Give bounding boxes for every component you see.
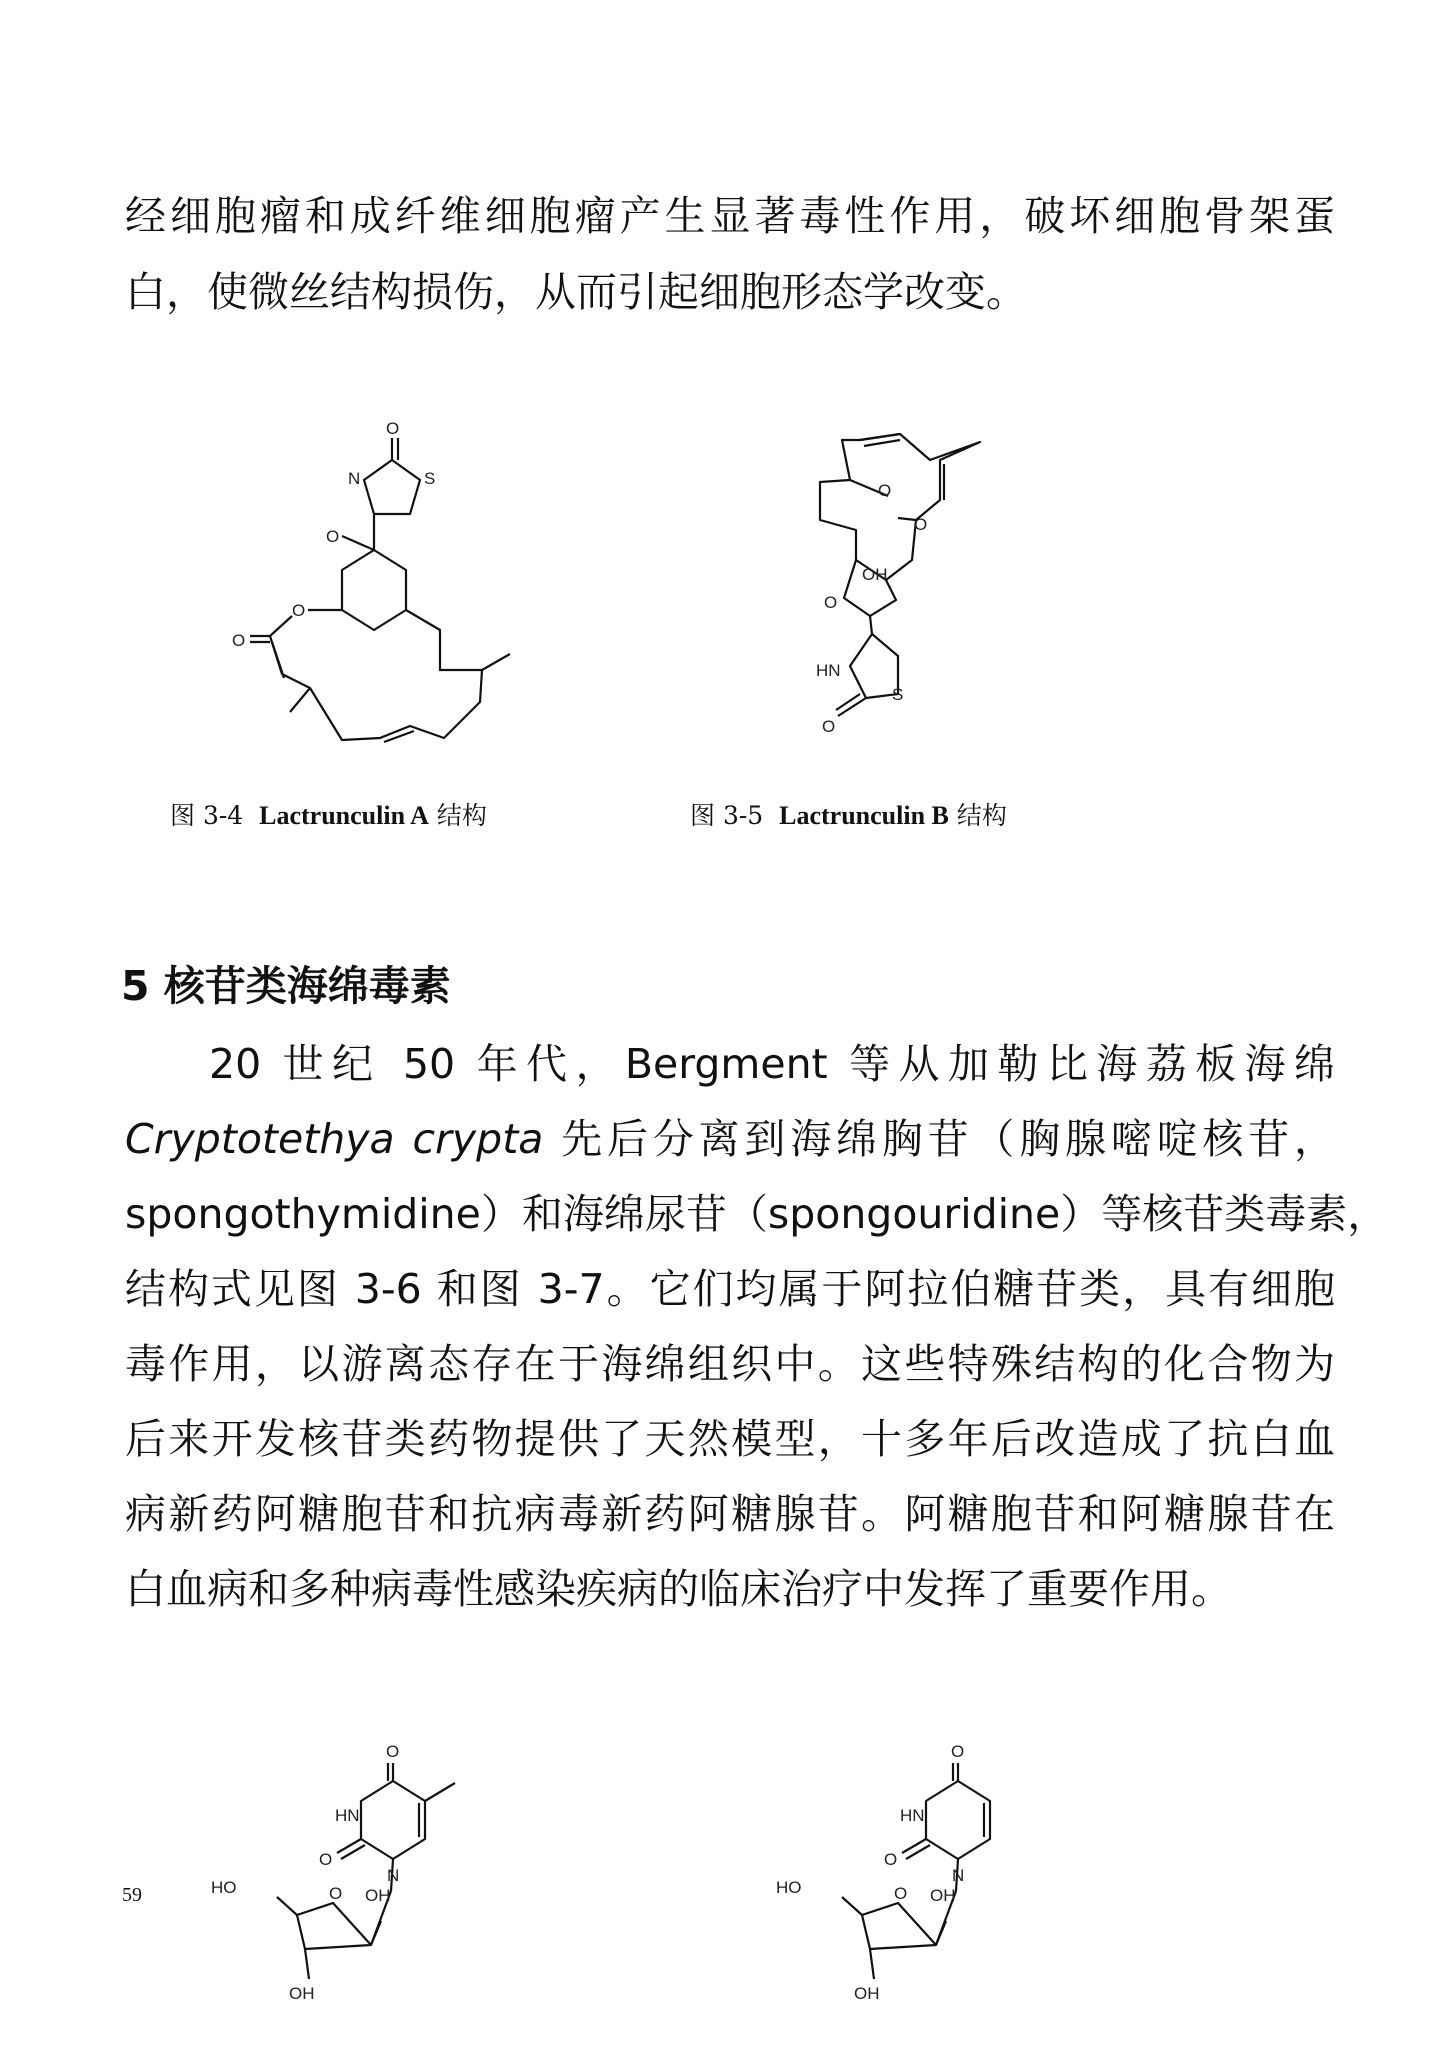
paragraph-line-1: 20 世纪 50 年代，Bergment 等从加勒比海荔板海绵 bbox=[209, 1040, 1335, 1088]
figure-lactrunculin-b-structure bbox=[780, 420, 1020, 750]
species-name: Cryptotethya crypta bbox=[125, 1115, 544, 1163]
atom-label: HO bbox=[776, 1878, 802, 1897]
paragraph-line-4: 结构式见图 3-6 和图 3-7。它们均属于阿拉伯糖苷类，具有细胞 bbox=[125, 1265, 1335, 1313]
atom-label: O bbox=[822, 717, 836, 736]
atom-label: O bbox=[914, 515, 928, 534]
paragraph-line-5: 毒作用，以游离态存在于海绵组织中。这些特殊结构的化合物为 bbox=[125, 1340, 1335, 1388]
atom-label: OH bbox=[930, 1886, 956, 1905]
atom-label: HN bbox=[335, 1806, 360, 1825]
atom-label: O bbox=[386, 420, 400, 438]
atom-label: OH bbox=[365, 1886, 391, 1905]
paragraph-line-3: spongothymidine）和海绵尿苷（spongouridine）等核苷类毒素， bbox=[125, 1190, 1389, 1238]
atom-label: O bbox=[319, 1850, 333, 1869]
atom-label: HN bbox=[816, 661, 841, 680]
atom-label: O bbox=[884, 1850, 898, 1869]
atom-label: O bbox=[326, 527, 340, 546]
atom-label: N bbox=[952, 1866, 965, 1885]
figure-caption-3-4: 图 3-4 Lactrunculin A 结构 bbox=[170, 801, 487, 830]
atom-label: O bbox=[386, 1742, 400, 1761]
atom-label: S bbox=[892, 685, 904, 704]
atom-label: O bbox=[878, 481, 892, 500]
figure-spongouridine-structure bbox=[770, 1735, 1050, 2035]
atom-label: HO bbox=[211, 1878, 237, 1897]
atom-label: O bbox=[329, 1884, 343, 1903]
atom-label: HN bbox=[900, 1806, 925, 1825]
section-heading: 5 核苷类海绵毒素 bbox=[121, 962, 451, 1010]
atom-label: S bbox=[424, 469, 436, 488]
atom-label: O bbox=[292, 601, 306, 620]
atom-label: OH bbox=[289, 1984, 315, 2003]
paragraph-line-8: 白血病和多种病毒性感染疾病的临床治疗中发挥了重要作用。 bbox=[125, 1565, 1232, 1613]
atom-label: OH bbox=[862, 565, 888, 584]
atom-label: O bbox=[824, 593, 838, 612]
paragraph-line-7: 病新药阿糖胞苷和抗病毒新药阿糖腺苷。阿糖胞苷和阿糖腺苷在 bbox=[125, 1490, 1335, 1538]
atom-label: N bbox=[387, 1866, 400, 1885]
figure-caption-3-5: 图 3-5 Lactrunculin B 结构 bbox=[690, 801, 1007, 830]
figure-lactrunculin-a-structure bbox=[230, 420, 530, 760]
atom-label: N bbox=[348, 469, 361, 488]
page-number: 59 bbox=[122, 1884, 142, 1906]
atom-label: OH bbox=[854, 1984, 880, 2003]
paragraph-line-6: 后来开发核苷类药物提供了天然模型，十多年后改造成了抗白血 bbox=[125, 1415, 1335, 1463]
atom-label: O bbox=[894, 1884, 908, 1903]
figure-spongothymidine-structure bbox=[205, 1735, 495, 2035]
atom-label: O bbox=[951, 1742, 965, 1761]
paragraph-line-2: Cryptotethya crypta 先后分离到海绵胸苷（胸腺嘧啶核苷， bbox=[125, 1115, 1335, 1163]
intro-line-2: 白，使微丝结构损伤，从而引起细胞形态学改变。 bbox=[125, 268, 1027, 316]
atom-label: O bbox=[232, 631, 246, 650]
intro-line-1: 经细胞瘤和成纤维细胞瘤产生显著毒性作用，破坏细胞骨架蛋 bbox=[125, 192, 1335, 240]
